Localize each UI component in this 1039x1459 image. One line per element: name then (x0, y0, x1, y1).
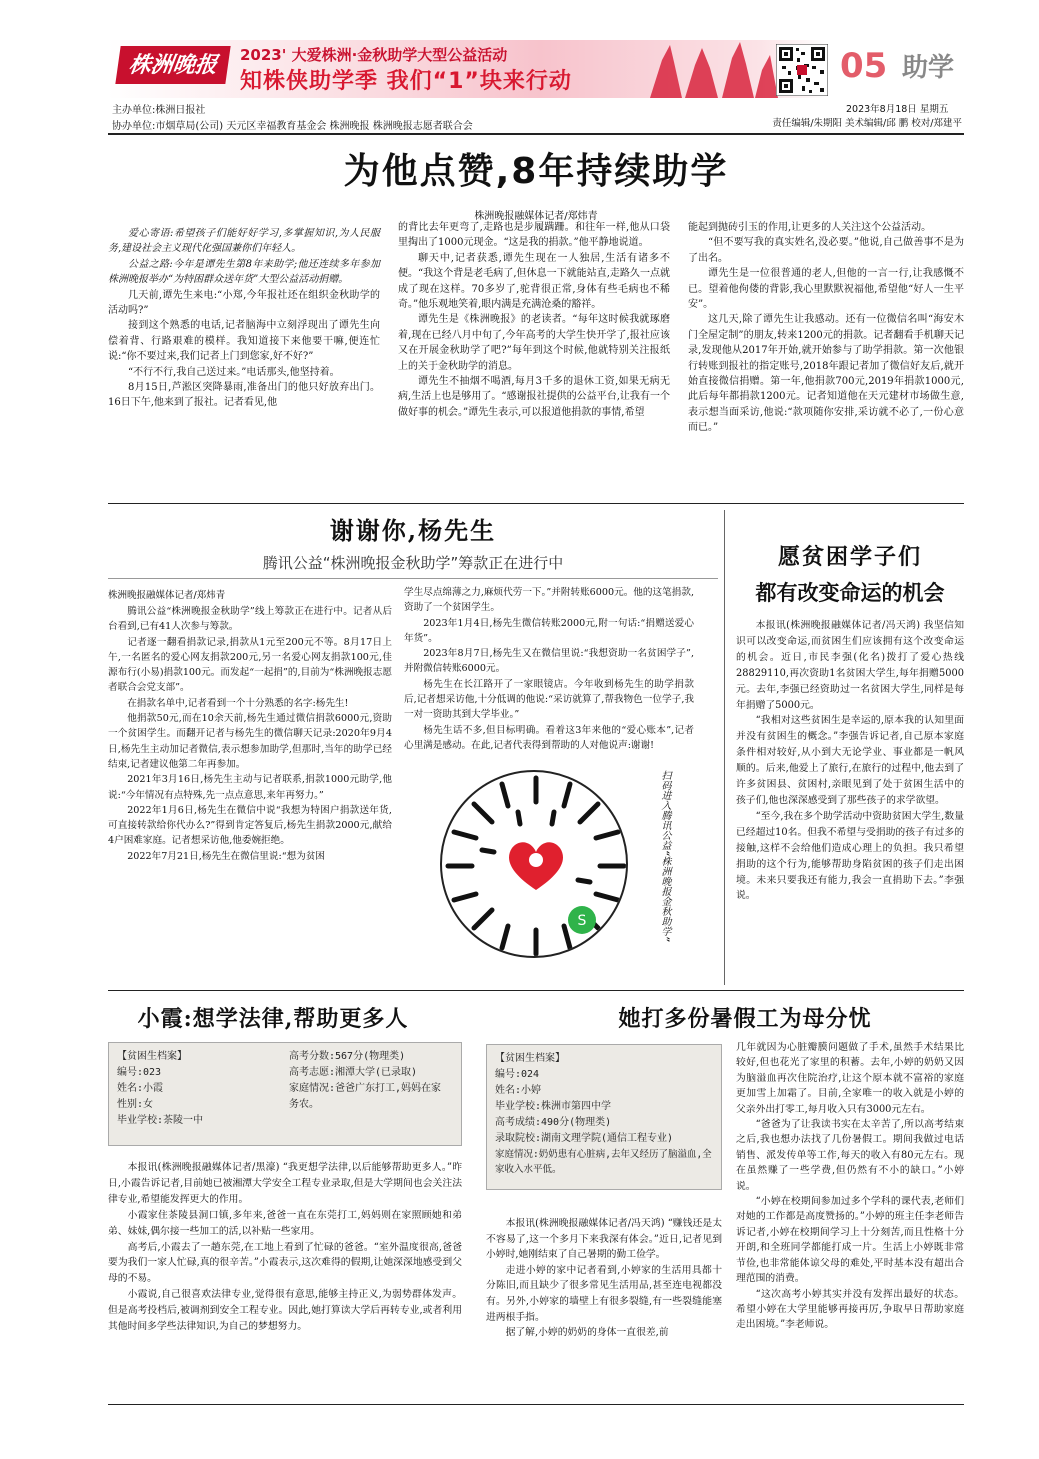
paragraph: 2021年3月16日,杨先生主动与记者联系,捐款1000元助学,他说:“今年情况有点特殊,先一点点意思,来年再努力。” (108, 774, 392, 801)
article2-subtitle: 腾讯公益“株洲晚报金秋助学”筹款正在进行中 (262, 554, 564, 572)
profile-name: 姓名:小霞 (117, 1083, 164, 1094)
paragraph: “但不要写我的真实姓名,没必要。”他说,自己做善事不是为了出名。 (688, 237, 964, 264)
page-number: 05 (840, 46, 888, 86)
header-divider (108, 133, 964, 135)
article3-col (736, 618, 964, 904)
paragraph: “爸爸为了让我读书实在太辛苦了,所以高考结束之后,我也想办法找了几份暑假工。期间我做过电话销售、派发传单等工作,每天的收入有80元左右。现在虽然赚了一些学费,但仍然有不小的缺口。”小婷说。 (736, 1119, 964, 1192)
paragraph: 这几天,除了谭先生让我感动。还有一位微信名叫“海安木门全屋定制”的朋友,转来1200元的捐款。记者翻看手机聊天记录,发现他从2017年开始,就开始参与了助学捐款。第一次他银行转账到报社的指定账号,2018年跟记者加了微信好友后,就开始直接微信捐赠。第一年,他捐款700元,2019年捐款1000元,此后每年都捐款1200元。记者知道他在天元建材市场做生意,表示想当面采访,他说:“款项随你安排,采访就不必了,一份心意而已。” (688, 314, 964, 434)
paragraph: 2022年1月6日,杨先生在微信中说“我想为特困户捐款送年货,可直接转款给你代办么?”得到肯定答复后,杨先生捐款2000元,献给4户困难家庭。记者想采访他,他委婉拒绝。 (108, 804, 392, 847)
paragraph: 本报讯(株洲晚报融媒体记者/冯天鸿) “赚钱还是太不容易了,这一个多月下来我深有体会。”近日,记者见到小婷时,她刚结束了自己暑期的勤工俭学。 (486, 1218, 722, 1261)
profile-name: 姓名:小婷 (495, 1085, 542, 1096)
paragraph: 高考后,小霞去了一趟东莞,在工地上看到了忙碌的爸爸。“室外温度很高,爸爸要为我们一家人忙碌,真的很辛苦。”小霞表示,这次难得的假期,让她深深地感受到父母的不易。 (108, 1241, 462, 1285)
article1-col2 (398, 220, 670, 420)
article5-title: 她打多份暑假工为母分忧 (618, 1006, 872, 1032)
profile-college: 录取院校:湖南文理学院(通信工程专业) (495, 1133, 674, 1144)
article1-title: 为他点赞,8年持续助学 (343, 151, 729, 192)
article3-divider (108, 990, 964, 991)
article2-col2 (404, 585, 694, 753)
co-organizers: 协办单位:市烟草局(公司) 天元区幸福教育基金会 株洲晚报 株洲晚报志愿者联合会 (112, 121, 473, 132)
paragraph: “这次高考小婷其实并没有发挥出最好的状态。希望小婷在大学里能够再接再厉,争取早日帮助家庭走出困境。”李老师说。 (736, 1288, 964, 1331)
paragraph: “我相对这些贫困生是幸运的,原本我的认知里面并没有贫困生的概念。”李强告诉记者,自己原本家庭条件相对较好,从小到大无论学业、事业都是一帆风顺的。后来,他爱上了旅行,在旅行的过程中,他去到了许多贫困县、贫困村,亲眼见到了处于贫困生活中的孩子们,他也深深感受到了那些孩子的求学欲望。 (736, 715, 964, 806)
profile-gender: 性别:女 (117, 1099, 154, 1110)
article1-col3 (688, 220, 964, 436)
article1-divider (108, 503, 964, 504)
profile-head: 【贫困生档案】 (117, 1051, 187, 1062)
profile-head: 【贫困生档案】 (495, 1053, 565, 1064)
section-name: 助学 (902, 53, 955, 83)
article5-profile-card (486, 1044, 722, 1190)
paragraph: 腾讯公益“株洲晚报金秋助学”线上筹款正在进行中。记者从后台看到,已有41人次参与筹款。 (108, 606, 392, 633)
paragraph: 几年就因为心脏瓣膜问题做了手术,虽然手术结果比较好,但也花光了家里的积蓄。去年,小婷的奶奶又因为脑溢血再次住院治疗,让这个原本就不富裕的家庭更加雪上加霜了。目前,全家唯一的收入就是小婷的父亲外出打零工,每月收入只有3000元左右。 (736, 1042, 964, 1115)
footer-rule (108, 1404, 964, 1405)
paragraph: 在捐款名单中,记者看到一个十分熟悉的名字:杨先生! (127, 697, 349, 709)
paragraph: “小婷在校期间参加过多个学科的课代表,老师们对她的工作都是高度赞扬的。”小婷的班主任李老师告诉记者,小婷在校期间学习上十分刻苦,而且性格十分开朗,和全班同学都能打成一片。生活上小婷既非常节俭,也非常能体谅父母的难处,平时基本没有超出合理范围的消费。 (736, 1196, 964, 1285)
banner-figures-illustration (640, 40, 780, 98)
banner-line1: 2023' 大爱株洲·金秋助学大型公益活动 (240, 46, 508, 64)
paragraph: 谭先生是《株洲晚报》的老读者。“每年这时候我就琢磨着,现在已经八月中旬了,今年高考的大学生快开学了,报社应该又在开展金秋助学了吧?”每年到这个时候,他就特别关注报纸上的关于金秋助学的消息。 (398, 314, 670, 372)
paragraph: 2023年8月7日,杨先生又在微信里说:“我想资助一名贫困学子”,并附微信转账6000元。 (404, 648, 694, 675)
paragraph: 的背比去年更弯了,走路也是步履蹒跚。和往年一样,他从口袋里掏出了1000元现金。“这是我的捐款。”他平静地说道。 (398, 222, 670, 249)
paragraph: 能起到抛砖引玉的作用,让更多的人关注这个公益活动。 (688, 222, 932, 233)
qr-code-icon[interactable] (776, 44, 828, 96)
article3-title-line2: 都有改变命运的机会 (755, 580, 945, 605)
profile-score: 高考成绩:490分(物理类) (495, 1117, 612, 1128)
article2-title: 谢谢你,杨先生 (329, 516, 497, 545)
article4-title: 小霞:想学法律,帮助更多人 (137, 1006, 409, 1032)
paragraph: 小霞说,自己很喜欢法律专业,觉得很有意思,能够主持正义,为弱势群体发声。但是高考投档后,被调剂到安全工程专业。因此,她打算读大学后再转专业,或者利用其他时间多学些法律知识,为自己的梦想努力。 (108, 1289, 462, 1333)
paragraph: 他捐款50元,而在10余天前,杨先生通过微信捐款6000元,资助一个贫困学生。而翻开记者与杨先生的微信聊天记录:2020年9月4日,杨先生主动加记者微信,表示想参加助学,但那时,当年的助学已经结束,记者建议他第二年再参加。 (108, 713, 392, 770)
paragraph: 走进小婷的家中记者看到,小婷家的生活用具都十分陈旧,而且缺少了很多常见生活用品,甚至连电视都没有。另外,小婷家的墙壁上有很多裂缝,有一些裂缝能塞进两根手指。 (486, 1264, 722, 1323)
sponsor: 主办单位:株洲日报社 (112, 105, 206, 116)
paragraph: 杨先生在长江路开了一家眼镜店。今年收到杨先生的助学捐款后,记者想采访他,十分低调的他说:“采访就算了,帮我物色一位学子,我一对一资助其到大学毕业。” (404, 678, 694, 721)
article1-byline: 株洲晚报融媒体记者/郑炜青 (474, 211, 598, 222)
paragraph: 谭先生不抽烟不喝酒,每月3千多的退休工资,如果无病无病,生活上也是够用了。“感谢报社提供的公益平台,让我有一个做好事的机会。”谭先生表示,可以报道他捐款的事情,希望 (398, 376, 670, 418)
profile-score: 高考分数:567分(物理类) (289, 1051, 406, 1062)
tencent-qr-caption: 扫码进入腾讯公益“株洲晚报金秋助学” (659, 770, 670, 943)
article2-subtitle-rule (108, 578, 718, 579)
paragraph: 公益之路:今年是谭先生第8年来助学;他还连续多年参加株洲晚报举办“为特困群众送年货”大型公益活动捐赠。 (108, 258, 380, 286)
paragraph: 2023年1月4日,杨先生微信转账2000元,附一句话:“捐赠送爱心年货”。 (404, 617, 694, 644)
article4-profile-card (108, 1042, 462, 1146)
article2-col1 (108, 604, 392, 864)
paragraph: 聊天中,记者获悉,谭先生现在一人独居,生活有诸多不便。“我这个背是老毛病了,但休息一下就能站直,走路久一点就成了现在这样。70多岁了,驼背很正常,身体有些毛病也不稀奇。”他乐观地笑着,眼内满是充满沧桑的豁祥。 (398, 252, 670, 311)
paragraph: 杨先生话不多,但目标明确。看着这3年来他的“爱心账本”,记者心里满是感动。在此,记者代表得到帮助的人对他说声:谢谢! (404, 724, 694, 751)
article2-byline: 株洲晚报融媒体记者/郑炜青 (108, 590, 226, 601)
profile-wish: 高考志愿:湘潭大学(已录取) (289, 1067, 418, 1078)
paragraph: 谭先生是一位很普通的老人,但他的一言一行,让我感慨不已。望着他佝偻的背影,我心里默默祝福他,希望他“好人一生平安”。 (688, 268, 964, 311)
issue-date: 2023年8月18日 星期五 (846, 104, 949, 115)
profile-family: 家庭情况:爸爸广东打工,妈妈在家务农。 (289, 1083, 442, 1110)
paragraph: 爱心寄语:希望孩子们能好好学习,多掌握知识,为人民服务,建设社会主义现代化强国兼你们年轻人。 (108, 228, 380, 255)
paragraph: “不行不行,我自己送过来。”电话那头,他坚持着。 (128, 366, 340, 378)
paragraph: 几天前,谭先生来电:“小郑,今年报社还在组织金秋助学的活动吗?” (108, 289, 380, 317)
svg-text:S: S (577, 913, 587, 929)
paragraph: 记者逐一翻看捐款记录,捐款从1元至200元不等。8月17日上午,一名匿名的爱心网友捐款200元,另一名爱心网友捐款100元,佳源布行(小易)捐款100元。而发起“一起捐”的,目前为“株洲晚报志愿者联合会党支部”。 (108, 636, 392, 694)
paragraph: 学生尽点绵薄之力,麻烦代劳一下。”并附转账6000元。他的这笔捐款,资助了一个贫困学生。 (404, 587, 694, 614)
paragraph: 接到这个熟悉的电话,记者脑海中立刻浮现出了谭先生向偿着背、行路艰难的模样。我知道接下来他要干嘛,便连忙说:“你不要过来,我们记者上门到您家,好不好?” (108, 320, 380, 363)
article3-title-line1: 愿贫困学子们 (777, 544, 922, 570)
article5-col2 (736, 1040, 964, 1333)
tencent-qr-code[interactable] (440, 770, 628, 958)
paragraph: 8月15日,芦淞区突降暴雨,准备出门的他只好放弃出门。16日下午,他来到了报社。记者看见,他 (108, 382, 380, 409)
article2-vertical-divider (724, 510, 725, 985)
profile-family: 家庭情况:奶奶患有心脏病,去年又经历了脑溢血,全家收入水平低。 (495, 1149, 712, 1175)
profile-school: 毕业学校:株洲市第四中学 (495, 1101, 612, 1112)
logo: 株洲晚报 (115, 46, 230, 84)
paragraph: 本报讯(株洲晚报融媒体记者/冯天鸿) 我坚信知识可以改变命运,而贫困生们应该拥有这个改变命运的机会。近日,市民李强(化名)拨打了爱心热线28829110,再次资助1名贫困大学生,每年捐赠5000元。去年,李强已经资助过一名贫困大学生,同样是每年捐赠了5000元。 (736, 620, 964, 711)
banner-line2: 知株侠助学季 我们“1”块来行动 (240, 69, 572, 94)
article5-col1 (486, 1216, 722, 1341)
profile-school: 毕业学校:茶陵一中 (117, 1115, 204, 1126)
article4-body (108, 1160, 462, 1335)
profile-no: 编号:024 (495, 1069, 540, 1080)
paragraph: 小霞家住茶陵县洞口镇,多年来,爸爸一直在东莞打工,妈妈则在家照顾她和弟弟、妹妹,偶尔接一些加工的活,以补贴一些家用。 (108, 1209, 462, 1237)
paragraph: 本报讯(株洲晚报融媒体记者/黑濠) “我更想学法律,以后能够帮助更多人。”昨日,小霞告诉记者,目前她已被湘潭大学安全工程专业录取,但是大学期间也会关注法律专业,希望能发挥更大的作用。 (108, 1162, 462, 1205)
paragraph: 2022年7月21日,杨先生在微信里说:“想为贫困 (127, 850, 326, 862)
profile-no: 编号:023 (117, 1067, 162, 1078)
paragraph: 据了解,小婷的奶奶的身体一直很差,前 (505, 1327, 669, 1339)
mini-program-code-icon (442, 772, 628, 958)
editors: 责任编辑/朱期阳 美术编辑/邱 鹏 校对/郑建平 (772, 118, 962, 129)
article1-col1 (108, 226, 380, 411)
paragraph: “至今,我在多个助学活动中资助贫困大学生,数量已经超过10名。但我不希望与受捐助的孩子有过多的接触,这样不会给他们造成心理上的负担。我只希望捐助的这个行为,能够帮助身陷贫困的孩子们走出困境。未来只要我还有能力,我会一直捐助下去。”李强说。 (736, 810, 964, 902)
